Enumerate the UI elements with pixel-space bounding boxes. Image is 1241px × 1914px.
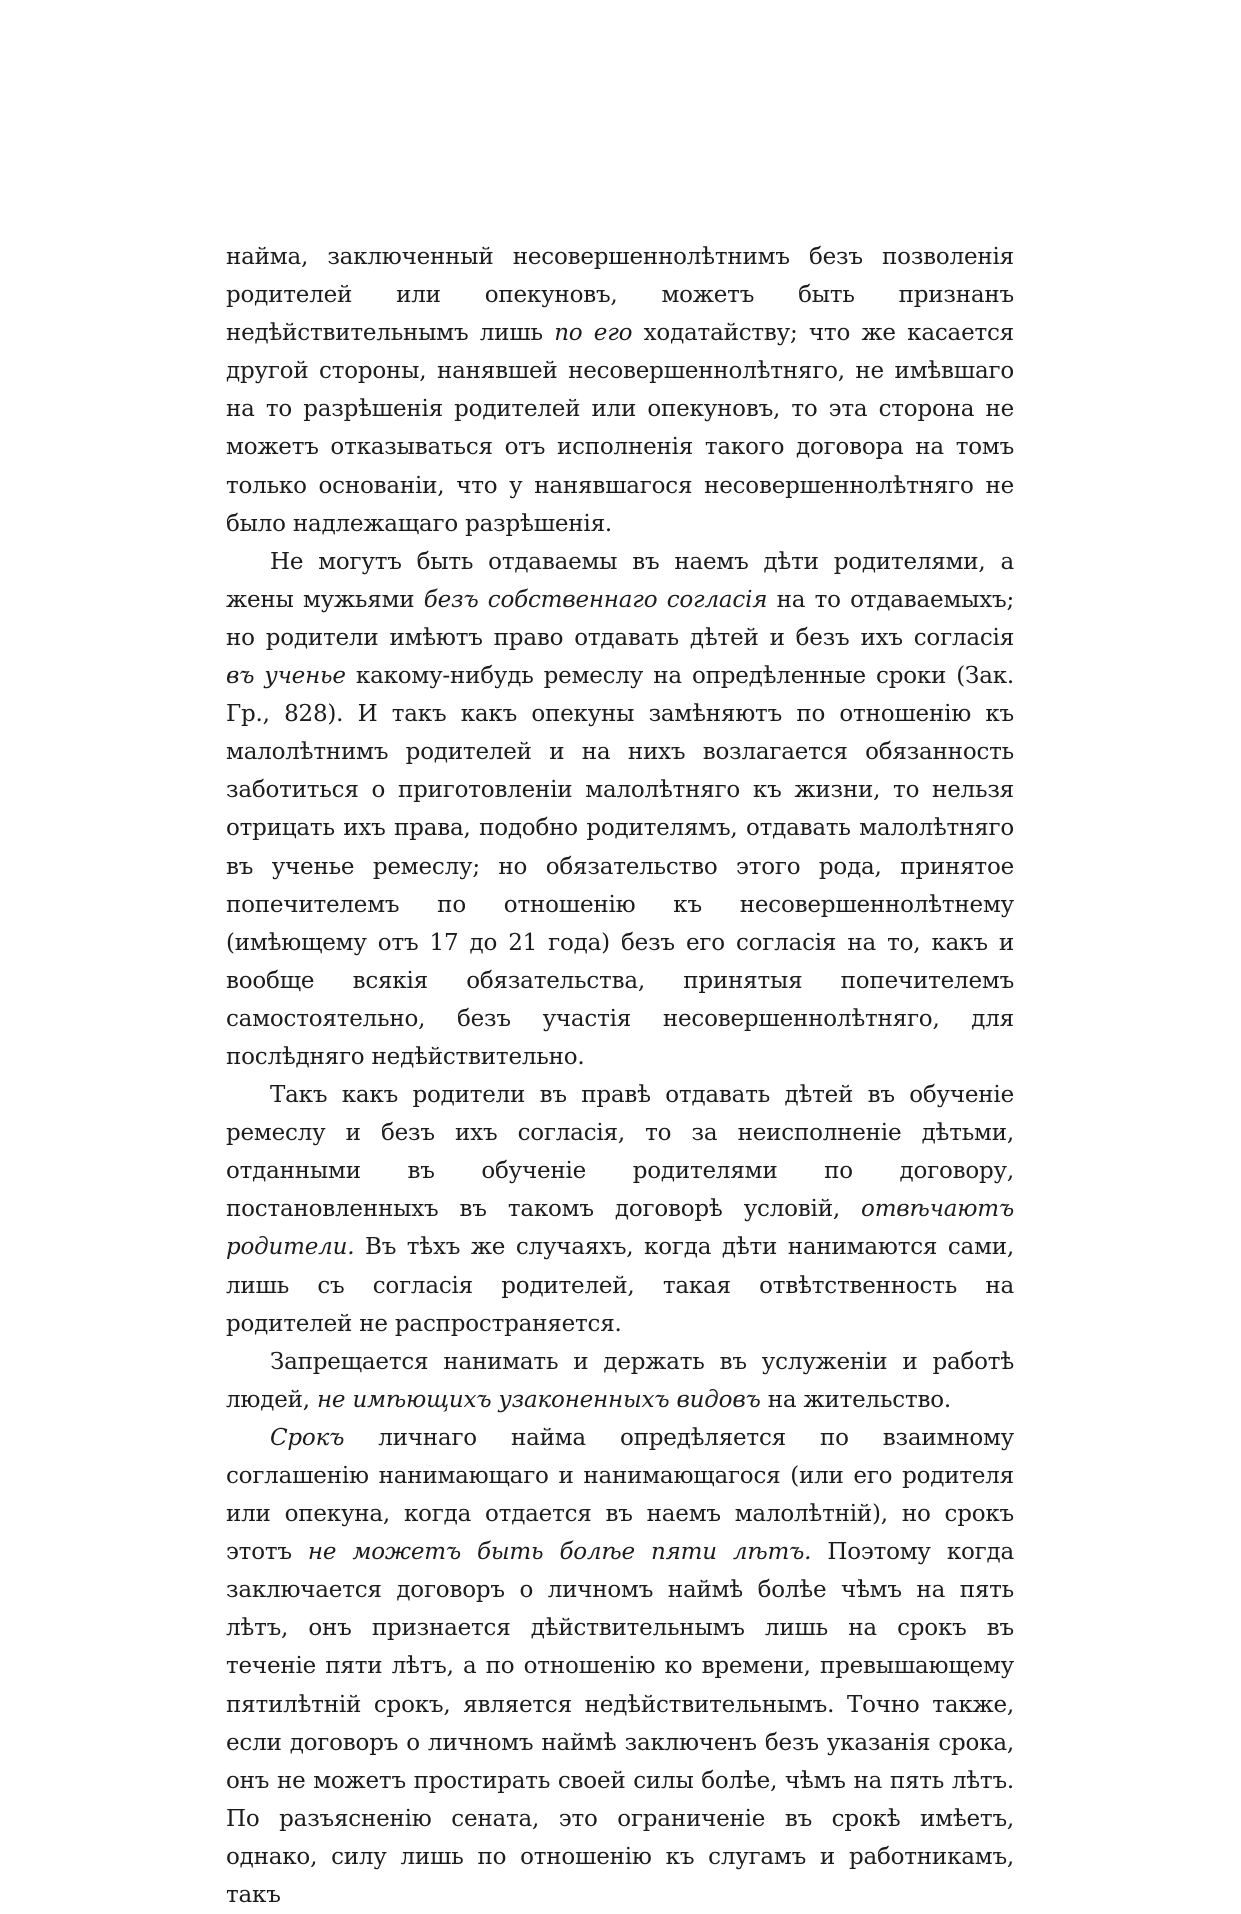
text-segment: какому-нибудь ремеслу на опредѣленные сроки (Зак. Гр., 828). И такъ какъ опекуны замѣняютъ по отношенію къ малолѣтнимъ родителей и на нихъ возлагается обязанность заботиться о приготовленіи малолѣтняго къ жизни, то нельзя отрицать ихъ права, подобно родителямъ, отдавать малолѣтняго въ ученье ремеслу; но обязательство этого рода, принятое попечителемъ по отношенію къ несовершеннолѣтнему (имѣющему отъ 17 до 21 года) безъ его согласія на то, какъ и вообще всякія обязательства, принятыя попечителемъ самостоятельно, безъ участія несовершеннолѣтняго, для послѣдняго недѣйствительно. xyxy=(226,663,1014,1070)
text-segment: на то отдаваемыхъ; но родители имѣютъ право отдавать дѣтей и безъ ихъ согласія xyxy=(226,586,1015,651)
italic-text-segment: не имѣющихъ узаконенныхъ видовъ xyxy=(316,1386,761,1413)
text-segment: ходатайству; что же касается другой стороны, нанявшей несовершеннолѣтняго, не имѣвшаго на то разрѣшенія родителей или опекуновъ, то эта сторона не можетъ отказываться отъ исполненія такого договора на томъ только основаніи, что у нанявшагося несовершеннолѣтняго не было надлежащаго разрѣшенія. xyxy=(226,320,1014,537)
text-segment: Въ тѣхъ же случаяхъ, когда дѣти нанимаются сами, лишь съ согласія родителей, такая отвѣтственность на родителей не распространяется. xyxy=(226,1234,1014,1337)
paragraph xyxy=(226,1076,1014,1343)
italic-text-segment: Срокъ xyxy=(270,1424,345,1451)
text-segment: Такъ какъ родители въ правѣ отдавать дѣтей въ обученіе ремеслу и безъ ихъ согласія, то за неисполненіе дѣтьми, отданными въ обученіе родителями по договору, постановленныхъ въ такомъ договорѣ условій, xyxy=(226,1082,1014,1223)
italic-text-segment: отвѣчаютъ родители. xyxy=(226,1196,1014,1261)
italic-text-segment: по его xyxy=(554,320,633,347)
text-segment: Запрещается нанимать и держать въ услуженіи и работѣ людей, xyxy=(226,1348,1014,1413)
paragraph xyxy=(226,1343,1014,1419)
italic-text-segment: не можетъ быть болѣе пяти лѣтъ. xyxy=(307,1539,812,1566)
paragraph xyxy=(226,238,1014,543)
text-segment: на жительство. xyxy=(760,1386,951,1413)
body-text xyxy=(226,238,1014,1914)
text-segment: Не могутъ быть отдаваемы въ наемъ дѣти родителями, а жены мужьями xyxy=(226,548,1014,613)
paragraph xyxy=(226,543,1014,1076)
text-segment: личнаго найма опредѣляется по взаимному соглашенію нанимающаго и нанимающагося (или его родителя или опекуна, когда отдается въ наемъ малолѣтній), но срокъ этотъ xyxy=(226,1424,1014,1566)
text-segment: найма, заключенный несовершеннолѣтнимъ безъ позволенія родителей или опекуновъ, можетъ быть признанъ недѣйствительнымъ лишь xyxy=(226,244,1014,347)
text-segment: Поэтому когда заключается договоръ о личномъ наймѣ болѣе чѣмъ на пять лѣтъ, онъ признается дѣйствительнымъ лишь на срокъ въ теченіе пяти лѣтъ, а по отношенію ко времени, превышающему пятилѣтній срокъ, является недѣйствительнымъ. Точно также, если договоръ о личномъ наймѣ заключенъ безъ указанія срока, онъ не можетъ простирать своей силы болѣе, чѣмъ на пять лѣтъ. По разъясненію сената, это ограниченіе въ срокѣ имѣетъ, однако, силу лишь по отношенію къ слугамъ и работникамъ, такъ xyxy=(226,1539,1014,1909)
paragraph xyxy=(226,1419,1014,1914)
italic-text-segment: въ ученье xyxy=(226,663,346,690)
italic-text-segment: безъ собственнаго согласія xyxy=(423,586,768,613)
